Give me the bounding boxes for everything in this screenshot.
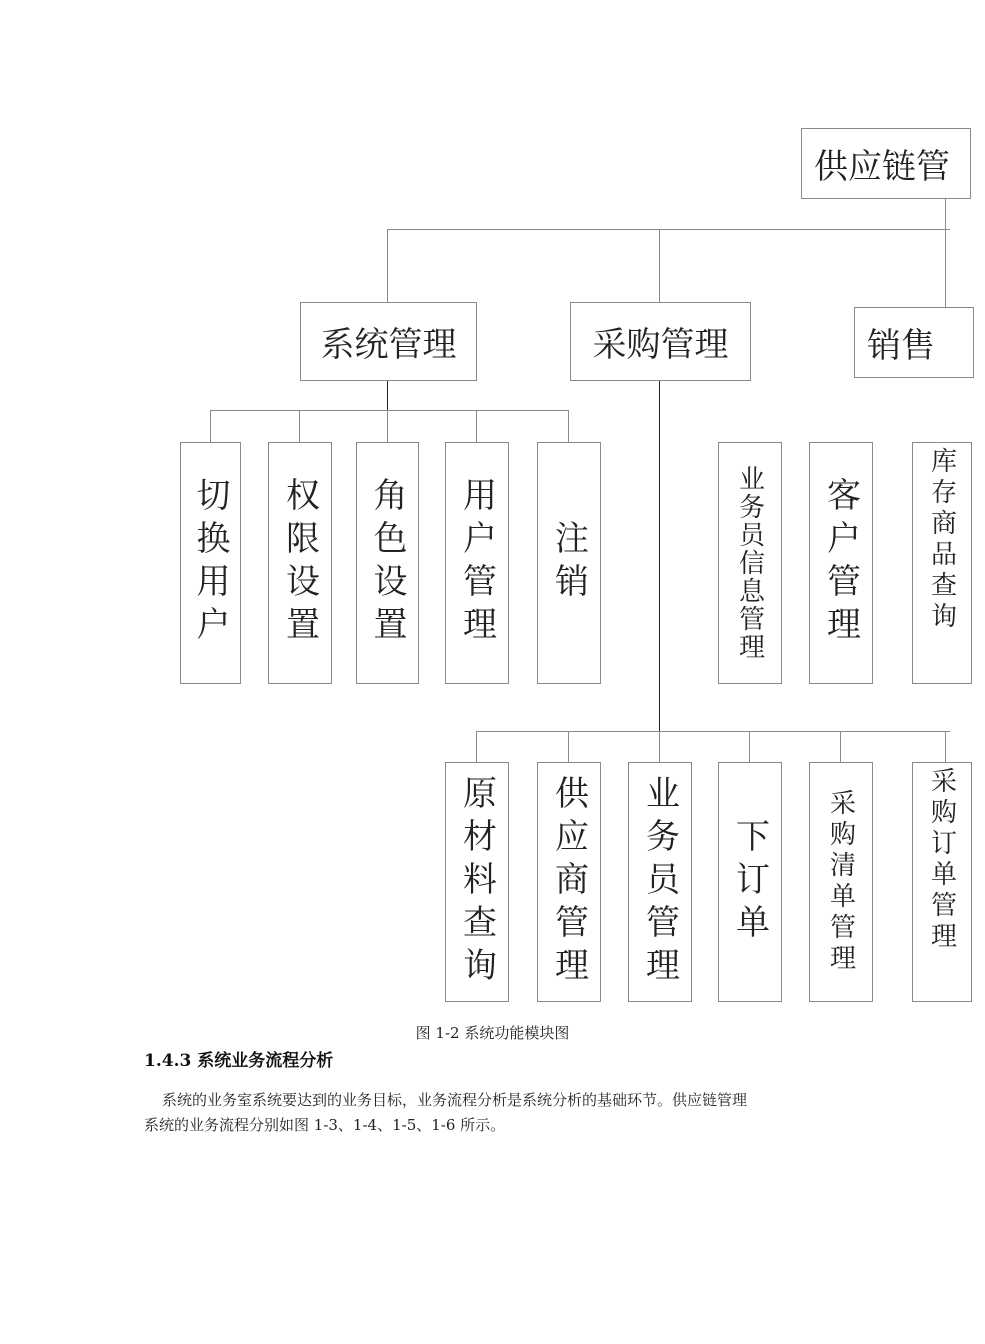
node-purchase-list-management-label: 采购清单管理 bbox=[825, 789, 856, 975]
node-purchase-order-management bbox=[912, 762, 972, 1002]
module-system bbox=[300, 302, 477, 381]
node-salesman-management-label: 业务员管理 bbox=[639, 774, 680, 990]
node-logout bbox=[537, 442, 601, 684]
node-user-management bbox=[445, 442, 509, 684]
connector-pur-2 bbox=[568, 731, 569, 762]
module-purchase-label: 采购管理 bbox=[592, 325, 729, 365]
module-sales-label: 销售 bbox=[867, 326, 935, 366]
node-permission-settings bbox=[268, 442, 332, 684]
root-label: 供应链管 bbox=[814, 147, 950, 187]
connector-sys-1 bbox=[210, 410, 211, 442]
node-role-settings bbox=[356, 442, 419, 684]
connector-pur-1 bbox=[476, 731, 477, 762]
root-node bbox=[801, 128, 971, 199]
node-salesman-management bbox=[628, 762, 692, 1002]
node-raw-material-query-label: 原材料查询 bbox=[456, 774, 497, 990]
system-trunk-line bbox=[387, 380, 388, 410]
node-place-order bbox=[718, 762, 782, 1002]
connector-sys-3 bbox=[387, 410, 388, 442]
connector-pur-4 bbox=[749, 731, 750, 762]
node-inventory-query bbox=[912, 442, 972, 684]
connector-sales bbox=[945, 229, 946, 307]
module-purchase bbox=[570, 302, 751, 381]
node-place-order-label: 下订单 bbox=[729, 817, 770, 947]
node-supplier-management bbox=[537, 762, 601, 1002]
system-bus-line bbox=[210, 410, 568, 411]
connector-system bbox=[387, 229, 388, 302]
connector-pur-5 bbox=[840, 731, 841, 762]
node-purchase-list-management bbox=[809, 762, 873, 1002]
figure-caption: 图 1-2 系统功能模块图 bbox=[415, 1024, 570, 1042]
node-inventory-query-label: 库存商品查询 bbox=[926, 447, 957, 633]
paragraph-line-1: 系统的业务室系统要达到的业务目标，业务流程分析是系统分析的基础环节。供应链管理 bbox=[162, 1091, 748, 1109]
connector-sys-5 bbox=[568, 410, 569, 442]
node-purchase-order-management-label: 采购订单管理 bbox=[926, 767, 957, 953]
node-supplier-management-label: 供应商管理 bbox=[548, 774, 589, 990]
node-customer-management-label: 客户管理 bbox=[820, 477, 861, 649]
node-permission-settings-label: 权限设置 bbox=[279, 477, 320, 649]
module-system-label: 系统管理 bbox=[320, 325, 457, 365]
node-salesman-info-management-label: 业务员信息管理 bbox=[734, 465, 765, 661]
paragraph-line-2: 系统的业务流程分别如图 1-3、1-4、1-5、1-6 所示。 bbox=[144, 1116, 506, 1134]
connector-sys-4 bbox=[476, 410, 477, 442]
root-connector bbox=[945, 198, 946, 230]
node-customer-management bbox=[809, 442, 873, 684]
node-raw-material-query bbox=[445, 762, 509, 1002]
connector-pur-3 bbox=[659, 731, 660, 762]
connector-pur-6 bbox=[945, 731, 946, 762]
section-paragraph bbox=[144, 1088, 824, 1138]
purchase-bus-line bbox=[476, 731, 950, 732]
module-sales bbox=[854, 307, 974, 378]
node-user-management-label: 用户管理 bbox=[456, 477, 497, 649]
section-heading: 1.4.3 系统业务流程分析 bbox=[144, 1051, 334, 1071]
node-switch-user-label: 切换用户 bbox=[190, 477, 230, 649]
node-salesman-info-management bbox=[718, 442, 782, 684]
module-bus-line bbox=[387, 229, 950, 230]
node-role-settings-label: 角色设置 bbox=[367, 477, 407, 649]
connector-sys-2 bbox=[299, 410, 300, 442]
connector-purchase bbox=[659, 229, 660, 302]
purchase-trunk-line bbox=[659, 380, 660, 732]
node-switch-user bbox=[180, 442, 241, 684]
node-logout-label: 注销 bbox=[548, 520, 589, 606]
